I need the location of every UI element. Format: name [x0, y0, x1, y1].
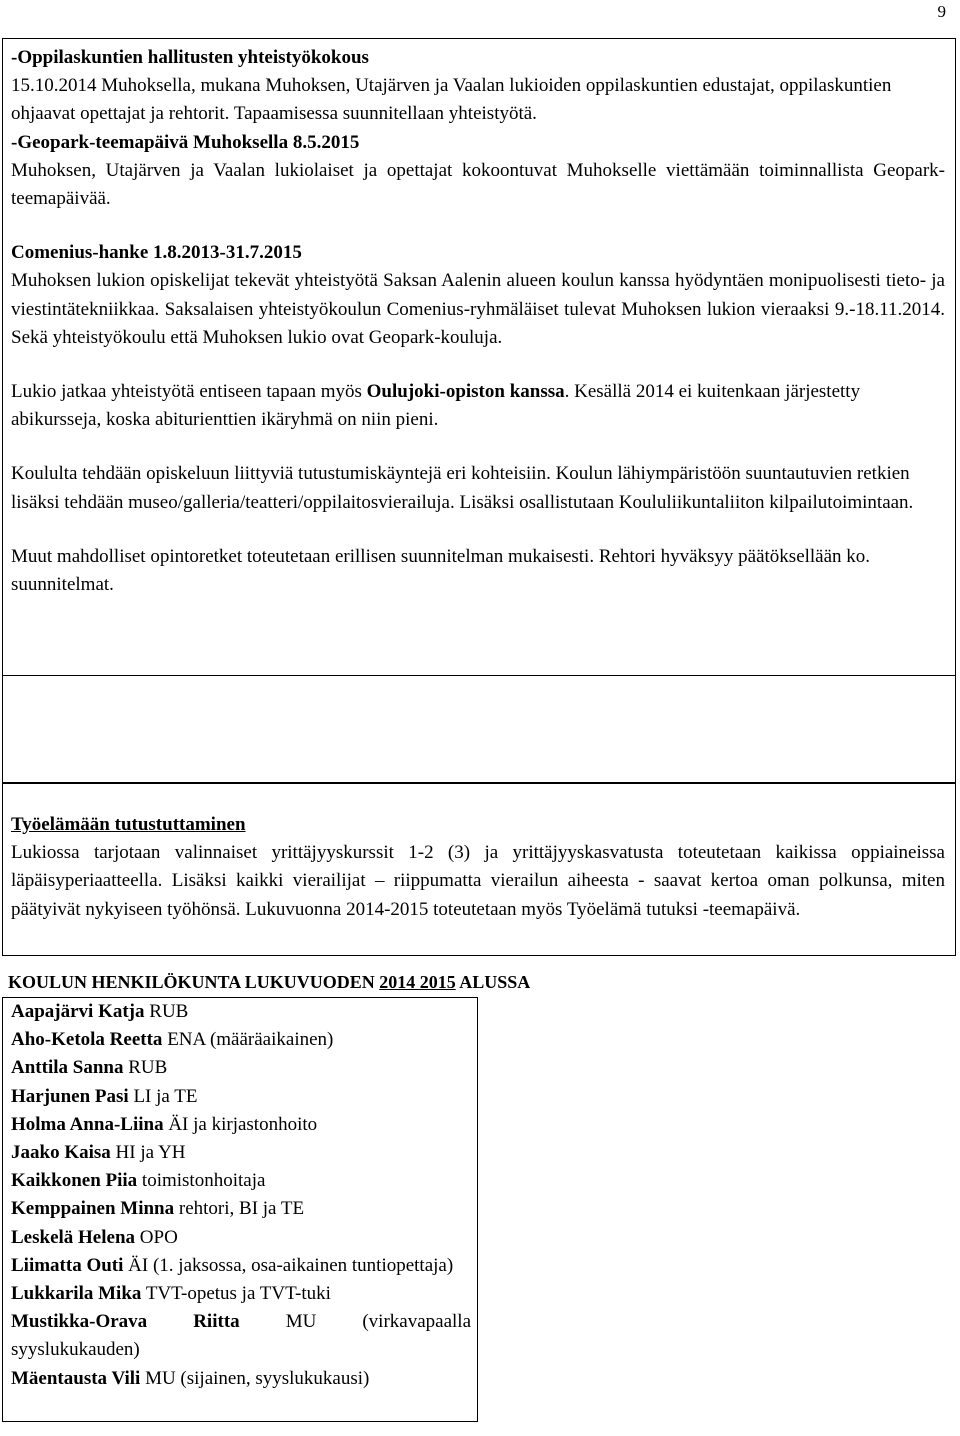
staff-member-name: Liimatta Outi — [11, 1254, 124, 1276]
staff-member-role: OPO — [135, 1226, 178, 1248]
staff-member — [11, 998, 471, 1026]
staff-member — [11, 1280, 471, 1308]
cooperation-box — [2, 38, 956, 784]
staff-member — [11, 1139, 471, 1167]
section-text-student-councils: 15.10.2014 Muhoksella, mukana Muhoksen, Utajärven ja Vaalan lukioiden oppilaskuntien edustajat, oppilaskuntien ohjaavat opettajat ja rehtorit. Tapaamisessa suunnitellaan yhteistyötä. — [11, 75, 892, 125]
staff-member-name: Leskelä Helena — [11, 1226, 136, 1248]
staff-member-role: RUB — [123, 1057, 168, 1079]
staff-member-name: Mäentausta Vili — [11, 1367, 141, 1389]
staff-list — [11, 998, 471, 1393]
staff-member — [11, 1365, 471, 1393]
staff-member-role: MU (virkavapaalla syyslukukauden) — [11, 1311, 472, 1361]
staff-member-name: Aapajärvi Katja — [11, 1001, 145, 1022]
section-text-working-life: Lukiossa tarjotaan valinnaiset yrittäjyyskurssit 1-2 (3) ja yrittäjyyskasvatusta toteutetaan kaikissa oppiaineissa läpäisyperiaatteella. Lisäksi kaikki vierailijat – riippumatta vierailun aiheesta - saavat kertoa oman polkunsa, miten päätyivät nykyiseen työhönsä. Lukuvuonna 2014-2015 toteutetaan myös Työelämä tutuksi -teemapäivä. — [11, 842, 945, 920]
section-heading-working-life: Työelämään tutustuttaminen — [11, 814, 246, 835]
staff-member — [11, 1167, 471, 1195]
staff-member — [11, 1026, 471, 1054]
staff-member-name: Holma Anna-Liina — [11, 1113, 164, 1135]
staff-member-name: Harjunen Pasi — [11, 1085, 129, 1107]
section-text-comenius: Muhoksen lukion opiskelijat tekevät yhteistyötä Saksan Aalenin alueen koulun kanssa hyödyntäen monipuolisesti tieto- ja viestintätekniikkaa. Saksalaisen yhteistyökoulun Comenius-ryhmäläiset tulevat Muhoksen lukion vieraaksi 9.-18.11.2014. Sekä yhteistyökoulu että Muhoksen lukio ovat Geopark-kouluja. — [11, 270, 945, 348]
staff-member — [11, 1252, 471, 1280]
staff-member-role: HI ja YH — [110, 1142, 186, 1164]
staff-member-role: LI ja TE — [128, 1085, 198, 1107]
staff-member-name: Anttila Sanna — [11, 1057, 124, 1079]
section-heading-comenius: Comenius-hanke 1.8.2013-31.7.2015 — [11, 242, 302, 264]
section-text-oulujoki: Lukio jatkaa yhteistyötä entiseen tapaan myös Oulujoki-opiston kanssa. Kesällä 2014 ei kuitenkaan järjestetty abikursseja, koska abiturienttien ikäryhmä on niin pieni. — [11, 381, 861, 431]
working-life-box — [2, 782, 956, 956]
staff-member — [11, 1083, 471, 1111]
staff-member — [11, 1054, 471, 1082]
staff-member-role: MU (sijainen, syyslukukausi) — [140, 1367, 370, 1389]
section-text-geopark: Muhoksen, Utajärven ja Vaalan lukiolaiset ja opettajat kokoontuvat Muhokselle viettämään toiminnallista Geopark-teemapäivää. — [11, 159, 945, 210]
staff-member — [11, 1111, 471, 1139]
staff-member-name: Kaikkonen Piia — [11, 1170, 138, 1192]
staff-member-name: Kemppainen Minna — [11, 1198, 175, 1220]
section-heading-geopark: -Geopark-teemapäivä Muhoksella 8.5.2015 — [11, 131, 360, 153]
staff-member-role: rehtori, BI ja TE — [174, 1198, 305, 1220]
staff-title: KOULUN HENKILÖKUNTA LUKUVUODEN 2014 2015 ALUSSA — [8, 972, 531, 992]
working-life-content — [11, 811, 945, 924]
page-number: 9 — [937, 2, 946, 21]
cooperation-content — [11, 44, 945, 599]
section-text-other-trips: Muut mahdolliset opintoretket toteutetaan erillisen suunnitelman mukaisesti. Rehtori hyväksyy päätöksellään ko. suunnitelmat. — [11, 545, 871, 596]
staff-member-name: Jaako Kaisa — [11, 1142, 111, 1164]
staff-member-role: ENA (määräaikainen) — [162, 1029, 334, 1051]
staff-member-role: RUB — [144, 1001, 189, 1022]
staff-member-role: ÄI ja kirjastonhoito — [163, 1113, 318, 1135]
staff-member-role: ÄI (1. jaksossa, osa-aikainen tuntiopettaja) — [123, 1254, 454, 1276]
section-heading-student-councils: -Oppilaskuntien hallitusten yhteistyökokous — [11, 47, 369, 68]
box-divider — [3, 675, 955, 676]
section-text-excursions: Koululta tehdään opiskeluun liittyviä tutustumiskäyntejä eri kohteisiin. Koulun lähiympäristöön suuntautuvien retkien lisäksi tehdään museo/galleria/teatteri/oppilaitosvierailuja. Lisäksi osallistutaan Koululiikuntaliiton kilpailutoimintaan. — [11, 463, 914, 513]
staff-list-box — [2, 997, 478, 1422]
staff-member-role: TVT-opetus ja TVT-tuki — [141, 1283, 331, 1305]
staff-member-name: Aho-Ketola Reetta — [11, 1029, 163, 1051]
staff-member — [11, 1308, 471, 1364]
oulujoki-bold: Oulujoki-opiston kanssa — [366, 381, 565, 403]
staff-member-name: Mustikka-Orava Riitta — [11, 1311, 240, 1333]
staff-member-name: Lukkarila Mika — [11, 1283, 142, 1305]
staff-member — [11, 1195, 471, 1223]
staff-member-role: toimistonhoitaja — [137, 1170, 266, 1192]
staff-member — [11, 1224, 471, 1252]
